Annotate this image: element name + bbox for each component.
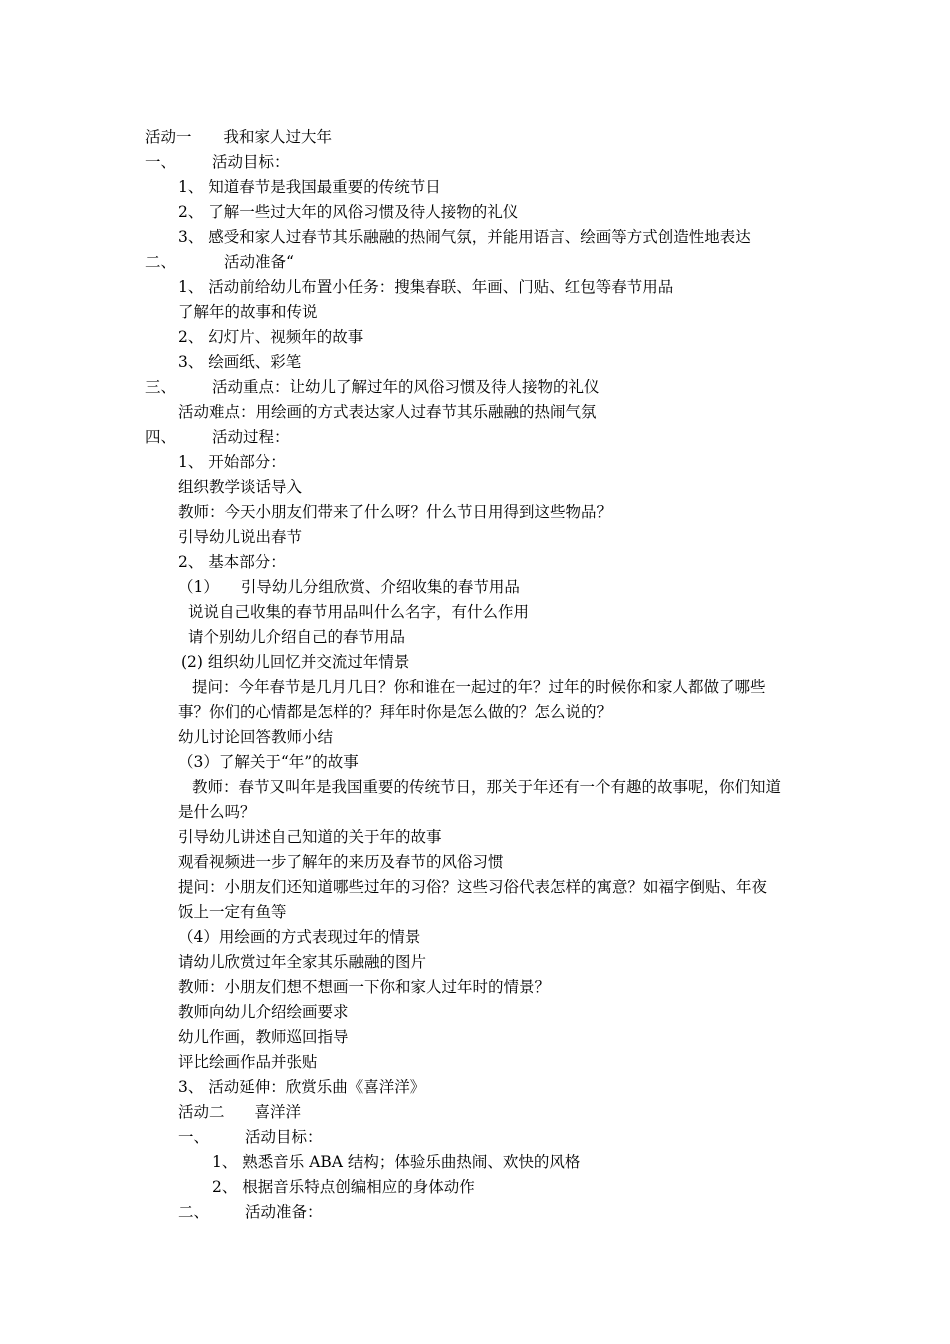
paragraph: 3、 感受和家人过春节其乐融融的热闹气氛，并能用语言、绘画等方式创造性地表达 [178,228,751,246]
paragraph: 2、 根据音乐特点创编相应的身体动作 [212,1178,475,1196]
paragraph: 说说自己收集的春节用品叫什么名字，有什么作用 [188,603,530,621]
section-heading: 三、 活动重点：让幼儿了解过年的风俗习惯及待人接物的礼仪 [145,378,600,396]
paragraph: 幼儿作画，教师巡回指导 [178,1028,349,1046]
paragraph: 2、 了解一些过大年的风俗习惯及待人接物的礼仪 [178,203,519,221]
paragraph: 引导幼儿讲述自己知道的关于年的故事 [178,828,442,846]
activity-title: 活动一 我和家人过大年 [145,128,333,146]
paragraph: 请个别幼儿介绍自己的春节用品 [188,628,406,646]
paragraph: 2、 幻灯片、视频年的故事 [178,328,364,346]
paragraph: 教师：小朋友们想不想画一下你和家人过年时的情景？ [178,978,551,996]
section-heading: 二、 活动准备“ [145,253,294,271]
paragraph: （1） 引导幼儿分组欣赏、介绍收集的春节用品 [178,578,520,596]
paragraph: 2、 基本部分： [178,553,286,571]
paragraph: 请幼儿欣赏过年全家其乐融融的图片 [178,953,427,971]
paragraph: 3、 绘画纸、彩笔 [178,353,302,371]
paragraph: 1、 开始部分： [178,453,286,471]
section-heading: 四、 活动过程： [145,428,290,446]
paragraph: 提问：小朋友们还知道哪些过年的习俗？这些习俗代表怎样的寓意？如福字倒贴、年夜 [178,878,768,896]
paragraph: 饭上一定有鱼等 [178,903,287,921]
paragraph: 活动难点：用绘画的方式表达家人过春节其乐融融的热闹气氛 [178,403,597,421]
paragraph: 是什么吗？ [178,803,256,821]
paragraph: 了解年的故事和传说 [178,303,318,321]
paragraph: 评比绘画作品并张贴 [178,1053,318,1071]
paragraph: (2) 组织幼儿回忆并交流过年情景 [181,653,410,671]
paragraph: 事？你们的心情都是怎样的？拜年时你是怎么做的？怎么说的？ [178,703,613,721]
paragraph: （3）了解关于“年”的故事 [178,753,359,771]
paragraph: 1、 知道春节是我国最重要的传统节日 [178,178,441,196]
section-heading: 二、 活动准备： [178,1203,323,1221]
paragraph: 1、 活动前给幼儿布置小任务：搜集春联、年画、门贴、红包等春节用品 [178,278,674,296]
paragraph: 提问：今年春节是几月几日？你和谁在一起过的年？过年的时候你和家人都做了哪些 [192,678,766,696]
paragraph: 3、 活动延伸：欣赏乐曲《喜洋洋》 [178,1078,426,1096]
paragraph: 教师向幼儿介绍绘画要求 [178,1003,349,1021]
activity-title: 活动二 喜洋洋 [178,1103,302,1121]
paragraph: 1、 熟悉音乐 ABA 结构；体验乐曲热闹、欢快的风格 [212,1153,581,1171]
paragraph: （4）用绘画的方式表现过年的情景 [178,928,421,946]
section-heading: 一、 活动目标： [178,1128,323,1146]
paragraph: 幼儿讨论回答教师小结 [178,728,334,746]
paragraph: 教师：今天小朋友们带来了什么呀？什么节日用得到这些物品？ [178,503,613,521]
paragraph: 组织教学谈话导入 [178,478,303,496]
section-heading: 一、 活动目标： [145,153,290,171]
paragraph: 引导幼儿说出春节 [178,528,303,546]
paragraph: 观看视频进一步了解年的来历及春节的风俗习惯 [178,853,504,871]
paragraph: 教师：春节又叫年是我国重要的传统节日，那关于年还有一个有趣的故事呢，你们知道 [192,778,782,796]
